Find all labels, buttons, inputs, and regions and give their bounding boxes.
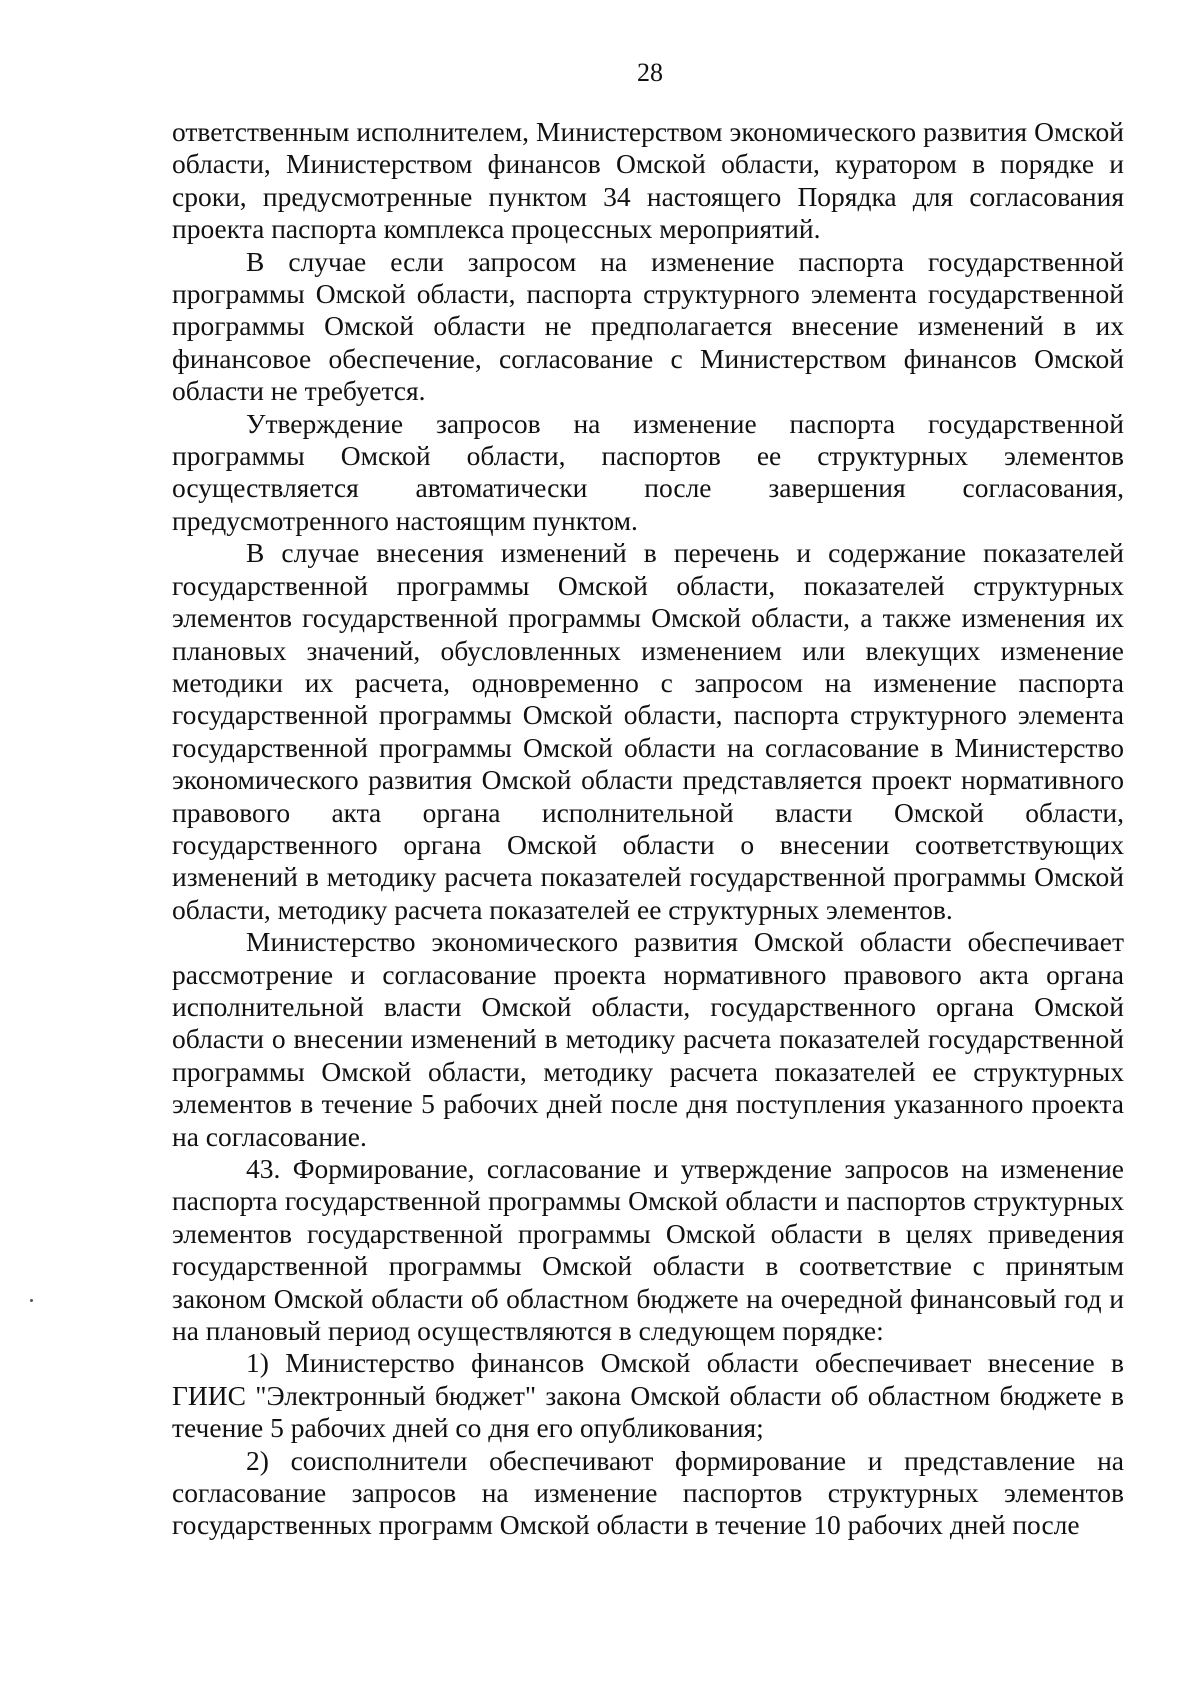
- paragraph-approval-automatic: Утверждение запросов на изменение паспорта государственной программы Омской области, паспортов ее структурных элементов осуществляется автоматически после завершения согласования, предусмотренного настоящим пунктом.: [172, 407, 1124, 536]
- paragraph-item-43: 43. Формирование, согласование и утверждение запросов на изменение паспорта государственной программы Омской области и паспортов структурных элементов государственной программы Омской области в целях приведения государственной программы Омской области в соответствие с принятым законом Омской области об областном бюджете на очередной финансовый год и на плановый период осуществляются в следующем порядке:: [172, 1153, 1124, 1347]
- paragraph-indicator-changes: В случае внесения изменений в перечень и содержание показателей государственной программы Омской области, показателей структурных элементов государственной программы Омской области, а также изменения их плановых значений, обусловленных изменением или влекущих изменение методики их расчета, одновременно с запросом на изменение паспорта государственной программы Омской области, паспорта структурного элемента государственной программы Омской области на согласование в Министерство экономического развития Омской области представляется проект нормативного правового акта органа исполнительной власти Омской области, государственного органа Омской области о внесении соответствующих изменений в методику расчета показателей государственной программы Омской области, методику расчета показателей ее структурных элементов.: [172, 537, 1124, 925]
- page-number: 28: [637, 58, 663, 87]
- scan-speck-mark: [30, 1299, 33, 1302]
- paragraph-ministry-review: Министерство экономического развития Омской области обеспечивает рассмотрение и согласование проекта нормативного правового акта органа исполнительной власти Омской области, государственного органа Омской области о внесении изменений в методику расчета показателей государственной программы Омской области, методику расчета показателей ее структурных элементов в течение 5 рабочих дней после дня поступления указанного проекта на согласование.: [172, 926, 1124, 1152]
- paragraph-no-financial-changes: В случае если запросом на изменение паспорта государственной программы Омской области, паспорта структурного элемента государственной программы Омской области не предполагается внесение изменений в их финансовое обеспечение, согласование с Министерством финансов Омской области не требуется.: [172, 245, 1124, 407]
- document-body: [172, 116, 1124, 1542]
- list-item-2: 2) соисполнители обеспечивают формирование и представление на согласование запросов на изменение паспортов структурных элементов государственных программ Омской области в течение 10 рабочих дней после: [172, 1444, 1124, 1541]
- paragraph-continuation: ответственным исполнителем, Министерством экономического развития Омской области, Министерством финансов Омской области, куратором в порядке и сроки, предусмотренные пунктом 34 настоящего Порядка для согласования проекта паспорта комплекса процессных мероприятий.: [172, 116, 1124, 245]
- list-item-1: 1) Министерство финансов Омской области обеспечивает внесение в ГИИС "Электронный бюджет" закона Омской области об областном бюджете в течение 5 рабочих дней со дня его опубликования;: [172, 1347, 1124, 1444]
